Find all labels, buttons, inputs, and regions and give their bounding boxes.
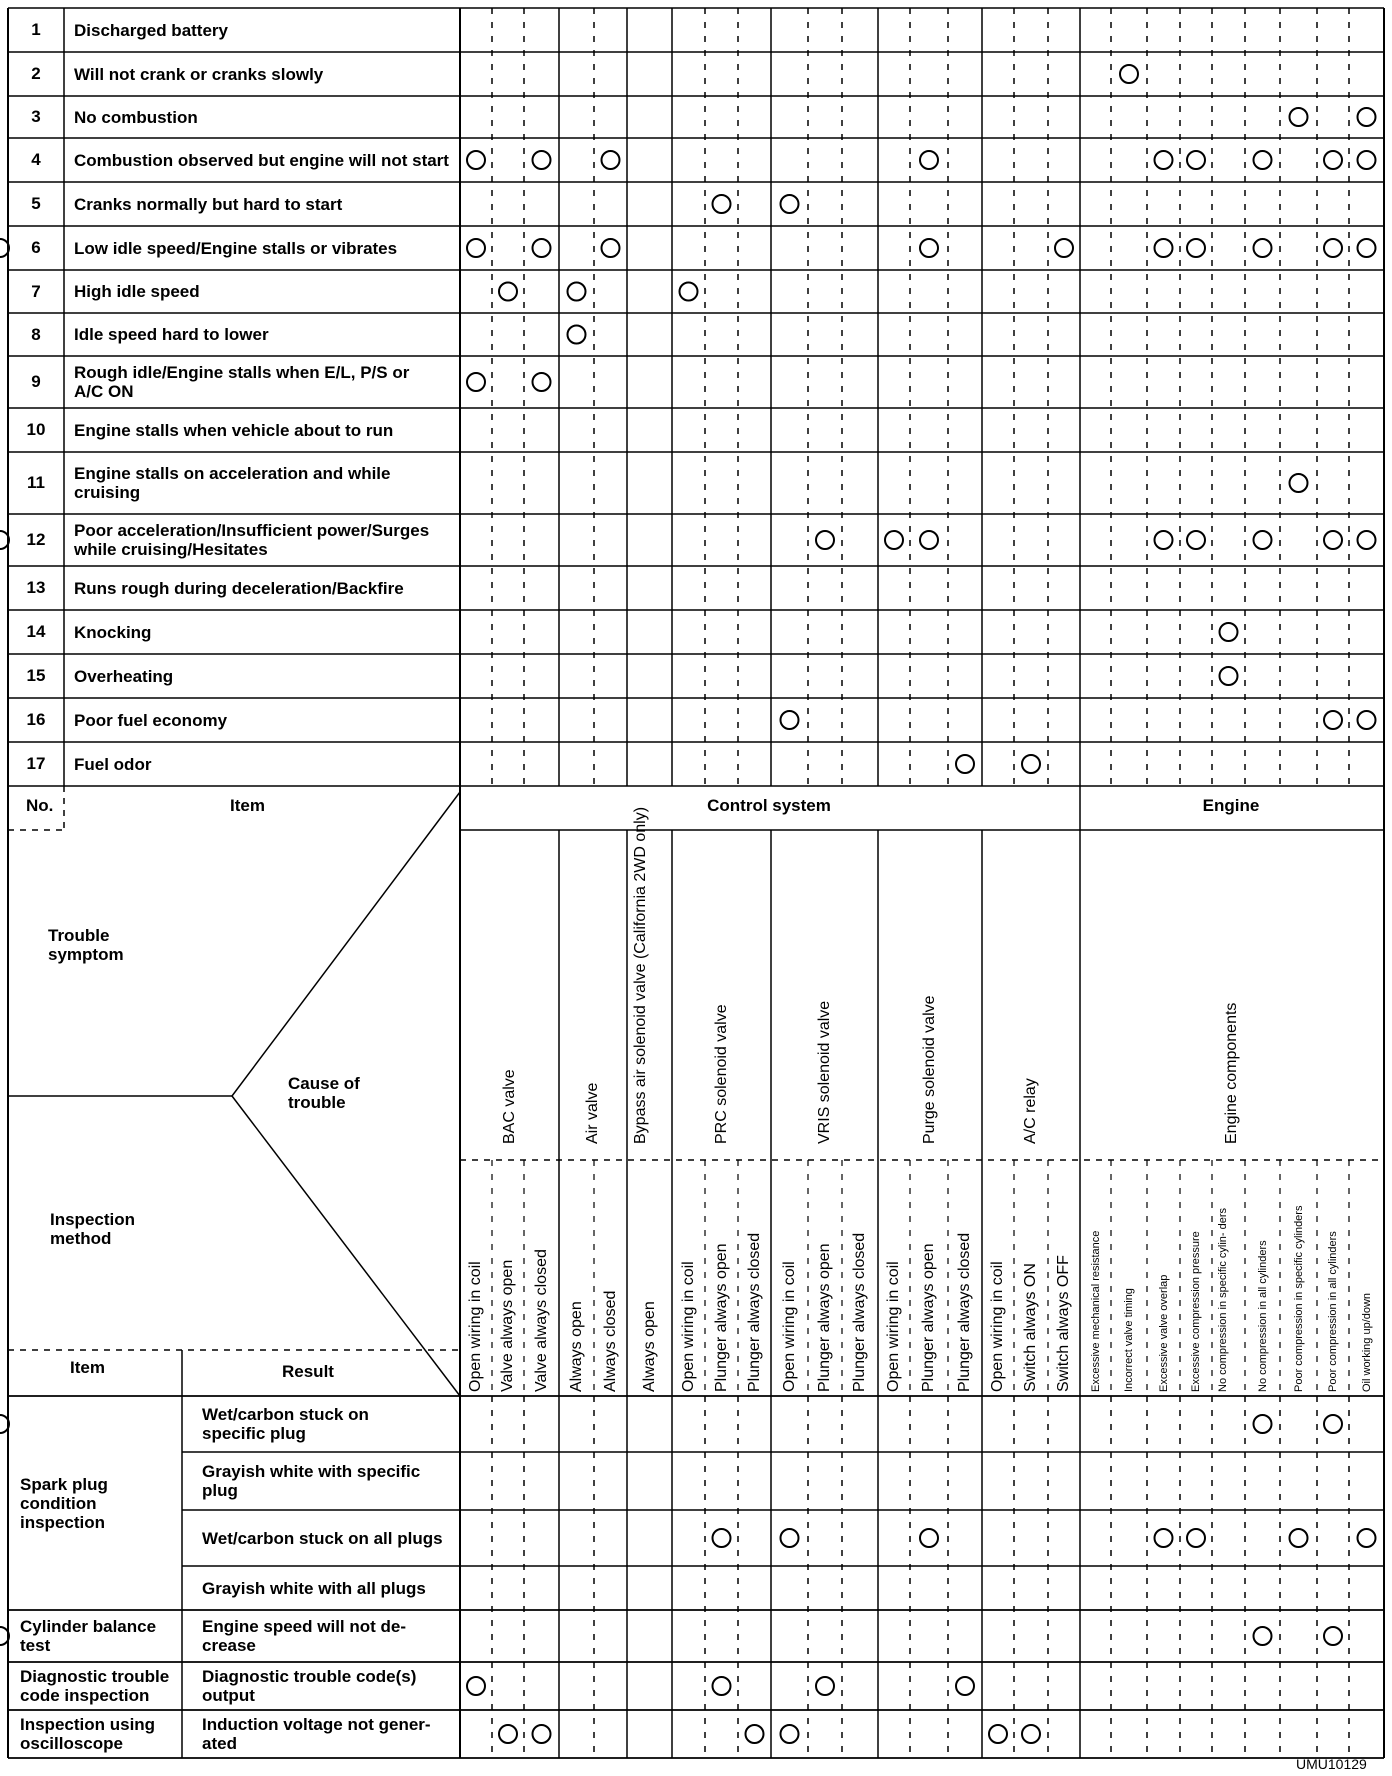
component-group-label: A/C relay — [1022, 1078, 1039, 1144]
header-inspection-method-label: Inspection method — [50, 1210, 136, 1248]
cause-label: Valve always closed — [532, 1249, 550, 1392]
symptom-number: 17 — [26, 754, 46, 773]
inspection-result: Engine speed will not de- crease — [202, 1617, 407, 1655]
header-control-system-label: Control system — [707, 796, 831, 815]
header-item-label: Item — [230, 796, 265, 815]
inspection-item: Cylinder balance test — [20, 1617, 157, 1655]
inspection-result: Grayish white with specific plug — [202, 1462, 421, 1500]
cause-label: Poor compression in all cylinders — [1327, 1231, 1339, 1392]
cause-label: Switch always ON — [1022, 1263, 1039, 1392]
cause-label: Excessive mechanical resistance — [1089, 1230, 1102, 1392]
inspection-result: Wet/carbon stuck on all plugs — [202, 1528, 443, 1548]
symptom-number: 12 — [26, 530, 46, 549]
cause-label: Open wiring in coil — [780, 1261, 798, 1392]
inspection-result: Grayish white with all plugs — [202, 1578, 426, 1598]
cause-label: Incorrect valve timing — [1123, 1288, 1135, 1392]
symptom-number: 15 — [26, 666, 46, 685]
cause-label: Excessive compression pressure — [1190, 1231, 1202, 1392]
cause-label: Oil working up/down — [1360, 1292, 1373, 1392]
symptom-number: 6 — [31, 238, 41, 257]
symptom-text: Cranks normally but hard to start — [74, 194, 343, 214]
component-group-label: Engine components — [1223, 1002, 1240, 1144]
header-cause-of-trouble-label: Cause of trouble — [288, 1074, 360, 1112]
cause-label: Open wiring in coil — [885, 1261, 902, 1392]
symptom-number: 10 — [26, 420, 46, 439]
symptom-number: 9 — [31, 372, 41, 391]
component-group-label: Bypass air solenoid valve (California 2WD only) — [631, 806, 649, 1144]
symptom-number: 3 — [31, 107, 41, 126]
cause-label: Always open — [567, 1301, 585, 1392]
component-group-label: BAC valve — [500, 1069, 518, 1144]
symptom-text: Knocking — [74, 622, 152, 642]
symptom-number: 7 — [31, 281, 41, 301]
cause-label: Open wiring in coil — [989, 1261, 1006, 1392]
cause-label: Plunger always closed — [851, 1232, 868, 1392]
inspection-result: Diagnostic trouble code(s) output — [202, 1667, 417, 1705]
symptom-text: Discharged battery — [74, 20, 228, 40]
cause-label: Plunger always open — [920, 1243, 937, 1392]
component-group-label: Air valve — [584, 1082, 601, 1144]
cause-label: Valve always open — [499, 1259, 516, 1392]
symptom-number: 2 — [31, 64, 41, 83]
header-result-label: Result — [282, 1362, 334, 1381]
symptom-text: Low idle speed/Engine stalls or vibrates — [74, 238, 398, 258]
symptom-number: 5 — [31, 194, 41, 213]
cause-label: Plunger always open — [712, 1243, 730, 1392]
inspection-result: Wet/carbon stuck on specific plug — [202, 1405, 369, 1443]
symptom-text: No combustion — [74, 107, 198, 127]
cause-label: Open wiring in coil — [679, 1261, 697, 1392]
symptom-text: Rough idle/Engine stalls when E/L, P/S or A/C ON — [74, 363, 410, 401]
cause-label: Plunger always closed — [956, 1232, 973, 1392]
cause-label: Plunger always open — [816, 1243, 833, 1392]
symptom-text: Overheating — [74, 666, 174, 686]
symptom-text: Fuel odor — [74, 754, 152, 774]
symptom-number: 8 — [31, 324, 41, 344]
symptom-text: Poor acceleration/Insufficient power/Surges while cruising/Hesitates — [74, 521, 430, 559]
symptom-text: Engine stalls on acceleration and while cruising — [74, 464, 391, 502]
symptom-number: 1 — [31, 20, 41, 39]
header-trouble-symptom-label: Trouble symptom — [48, 926, 124, 964]
header-engine-label: Engine — [1202, 796, 1260, 815]
inspection-item: Spark plug condition inspection — [20, 1474, 108, 1532]
symptom-text: Poor fuel economy — [74, 710, 228, 730]
component-group-label: PRC solenoid valve — [712, 1004, 730, 1144]
inspection-item: Inspection using oscilloscope — [20, 1715, 156, 1753]
cause-label: Always open — [640, 1301, 658, 1392]
cause-label: Always closed — [601, 1290, 619, 1392]
cause-label: No compression in specific cylin- ders — [1216, 1207, 1229, 1392]
symptom-text: Will not crank or cranks slowly — [74, 64, 324, 84]
symptom-number: 4 — [31, 150, 41, 169]
header-item-label-lower: Item — [70, 1358, 105, 1377]
cause-label: Open wiring in coil — [467, 1261, 484, 1392]
symptom-number: 16 — [26, 710, 46, 729]
inspection-result: Induction voltage not gener- ated — [202, 1715, 431, 1753]
header-no-label: No. — [26, 796, 54, 815]
cause-label: Poor compression in specific cylinders — [1292, 1205, 1305, 1392]
symptom-text: Combustion observed but engine will not start — [74, 150, 449, 170]
cause-label: Switch always OFF — [1055, 1255, 1072, 1392]
symptom-number: 11 — [27, 473, 45, 492]
symptom-number: 14 — [26, 622, 46, 641]
symptom-number: 13 — [26, 578, 46, 597]
component-group-label: Purge solenoid valve — [921, 995, 938, 1144]
symptom-text: Engine stalls when vehicle about to run — [74, 420, 394, 440]
symptom-text: Idle speed hard to lower — [74, 325, 269, 344]
inspection-item: Diagnostic trouble code inspection — [20, 1667, 170, 1705]
component-group-label: VRIS solenoid valve — [815, 1000, 833, 1144]
cause-label: No compression in all cylinders — [1256, 1240, 1269, 1392]
symptom-text: Runs rough during deceleration/Backfire — [74, 578, 404, 598]
cause-label: Plunger always closed — [745, 1232, 763, 1392]
cause-label: Excessive valve overlap — [1157, 1274, 1170, 1392]
figure-code: UMU10129 — [1296, 1756, 1367, 1772]
symptom-text: High idle speed — [74, 282, 200, 301]
